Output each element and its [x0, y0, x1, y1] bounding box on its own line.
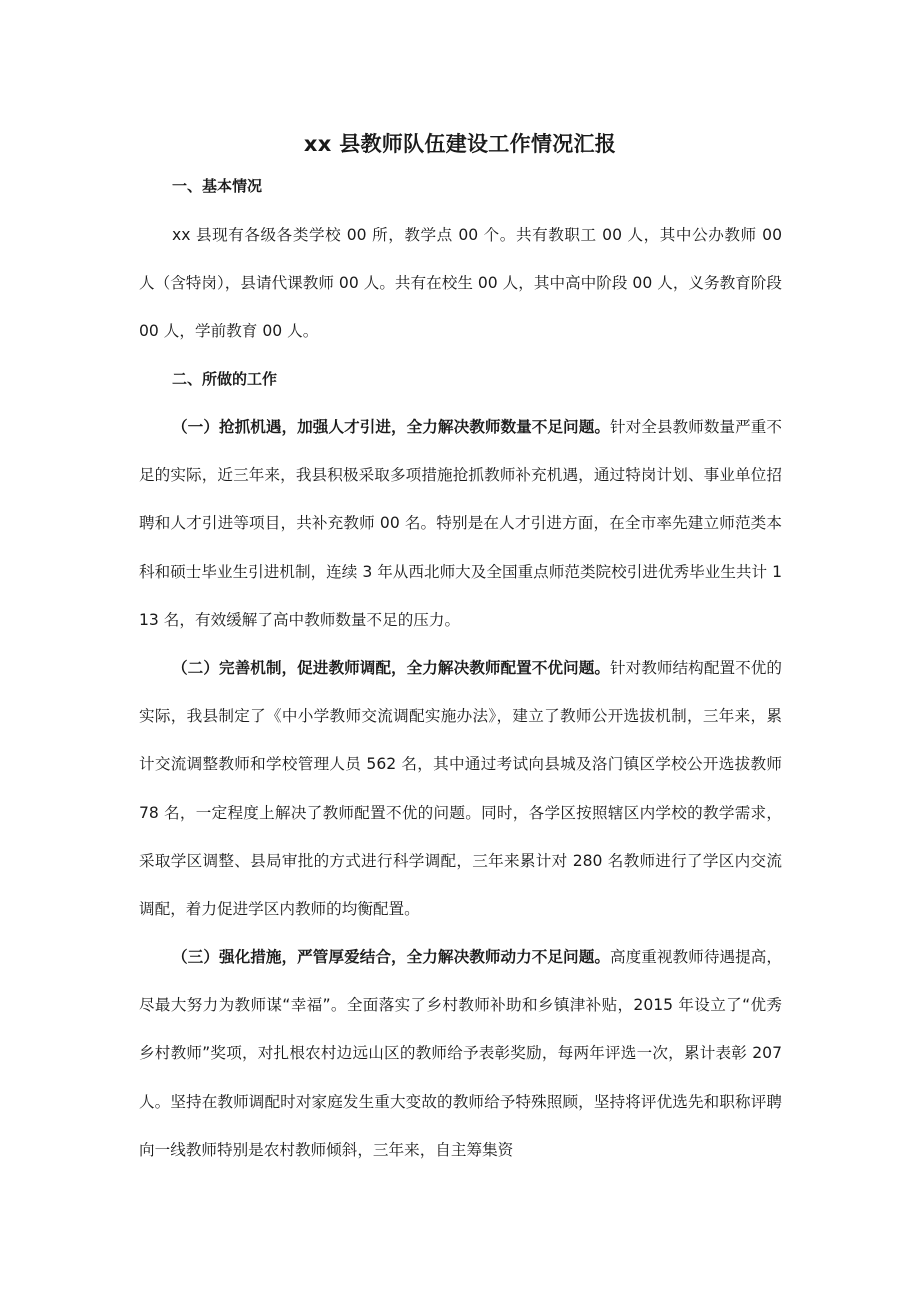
paragraph-lead: （一）抢抓机遇，加强人才引进，全力解决教师数量不足问题。 [172, 418, 610, 436]
paragraph-lead: （三）强化措施，严管厚爱结合，全力解决教师动力不足问题。 [172, 948, 610, 966]
paragraph-item-1 [139, 403, 782, 644]
paragraph-basic-info [139, 211, 782, 356]
paragraph-item-3 [139, 933, 782, 1174]
paragraph-lead: （二）完善机制，促进教师调配，全力解决教师配置不优问题。 [172, 659, 610, 677]
paragraph-text: 高度重视教师待遇提高，尽最大努力为教师谋“幸福”。全面落实了乡村教师补助和乡镇津补贴，2015 年设立了“优秀乡村教师”奖项，对扎根农村边远山区的教师给予表彰奖励，每两年评选一次，累计表彰 207 人。坚持在教师调配时对家庭发生重大变故的教师给予特殊照顾，坚持将评优选先和职称评聘向一线教师特别是农村教师倾斜，三年来，自主筹集资 [139, 948, 782, 1159]
paragraph-text: 针对教师结构配置不优的实际，我县制定了《中小学教师交流调配实施办法》，建立了教师公开选拔机制，三年来，累计交流调整教师和学校管理人员 562 名，其中通过考试向县城及洛门镇区学校公开选拔教师 78 名，一定程度上解决了教师配置不优的问题。同时，各学区按照辖区内学校的教学需求，采取学区调整、县局审批的方式进行科学调配，三年来累计对 280 名教师进行了学区内交流调配，着力促进学区内教师的均衡配置。 [139, 659, 782, 919]
paragraph-text: 针对全县教师数量严重不足的实际，近三年来，我县积极采取多项措施抢抓教师补充机遇，通过特岗计划、事业单位招聘和人才引进等项目，共补充教师 00 名。特别是在人才引进方面，在全市率先建立师范类本科和硕士毕业生引进机制，连续 3 年从西北师大及全国重点师范类院校引进优秀毕业生共计 113 名，有效缓解了高中教师数量不足的压力。 [139, 418, 782, 629]
section-heading-basic-info: 一、基本情况 [172, 177, 263, 195]
paragraph-text: xx 县现有各级各类学校 00 所，教学点 00 个。共有教职工 00 人，其中公办教师 00 人（含特岗），县请代课教师 00 人。共有在校生 00 人，其中高中阶段 00 人，义务教育阶段 00 人，学前教育 00 人。 [139, 226, 782, 341]
paragraph-item-2 [139, 644, 782, 933]
section-heading-work-done: 二、所做的工作 [172, 370, 278, 388]
document-title: xx 县教师队伍建设工作情况汇报 [303, 132, 617, 156]
